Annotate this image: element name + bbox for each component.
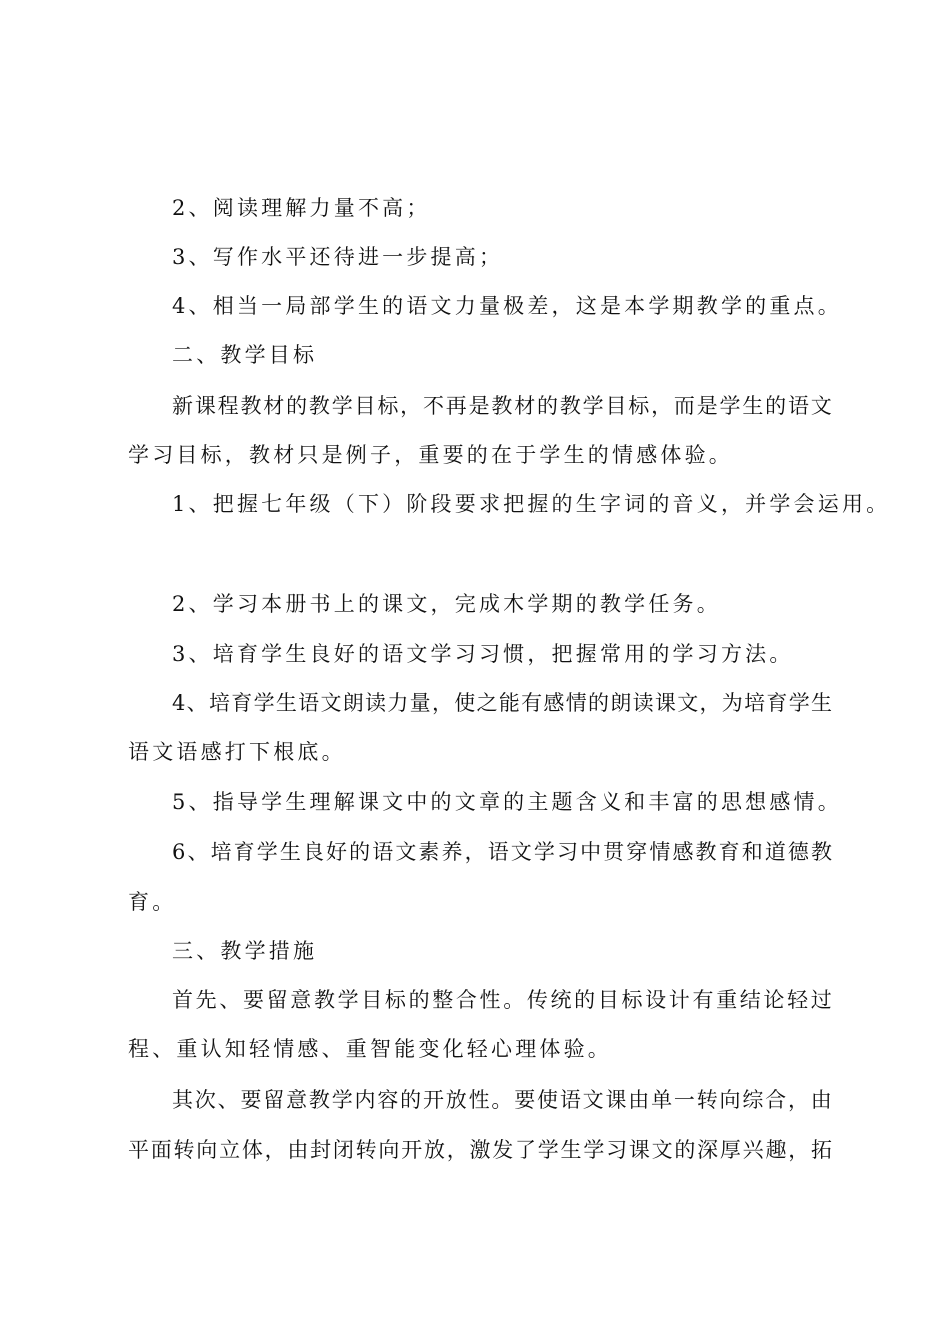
section-heading: 二、教学目标	[172, 343, 318, 367]
paragraph-line: 语文语感打下根底。	[128, 740, 346, 764]
paragraph-line: 4、相当一局部学生的语文力量极差，这是本学期教学的重点。	[172, 294, 842, 318]
paragraph-line: 2、阅读理解力量不高；	[172, 196, 431, 220]
paragraph-line: 程、重认知轻情感、重智能变化轻心理体验。	[128, 1037, 612, 1061]
paragraph-line: 平 面 转 向 立 体 ， 由 封 闭 转 向 开 放 ， 激 发 了 学 生 学 习 课 文 的 深 厚 兴 趣 ， 拓	[128, 1138, 832, 1162]
paragraph-line: 3、培育学生良好的语文学习习惯，把握常用的学习方法。	[172, 642, 794, 666]
paragraph-line: 2、学习本册书上的课文，完成木学期的教学任务。	[172, 592, 721, 616]
paragraph-line: 其 次 、 要 留 意 教 学 内 容 的 开 放 性 。 要 使 语 文 课 由 单 一 转 向 综 合 ， 由	[172, 1088, 832, 1112]
paragraph-line: 6 、 培 育 学 生 良 好 的 语 文 素 养 ， 语 文 学 习 中 贯 穿 情 感 教 育 和 道 德 教	[172, 840, 832, 864]
section-heading: 三、教学措施	[172, 939, 318, 963]
paragraph-line: 育。	[128, 890, 177, 914]
paragraph-line: 新 课 程 教 材 的 教 学 目 标 ， 不 再 是 教 材 的 教 学 目 标 ， 而 是 学 生 的 语 文	[172, 394, 832, 418]
paragraph-line: 1、把握七年级（下）阶段要求把握的生字词的音义，并学会运用。	[172, 492, 891, 516]
paragraph-line: 学习目标，教材只是例子，重要的在于学生的情感体验。	[128, 443, 733, 467]
paragraph-line: 4 、 培 育 学 生 语 文 朗 读 力 量 ， 使 之 能 有 感 情 的 朗 读 课 文 ， 为 培 育 学 生	[172, 691, 832, 715]
paragraph-line: 首 先 、 要 留 意 教 学 目 标 的 整 合 性 。 传 统 的 目 标 设 计 有 重 结 论 轻 过	[172, 988, 832, 1012]
paragraph-line: 3、写作水平还待进一步提高；	[172, 245, 504, 269]
paragraph-line: 5、指导学生理解课文中的文章的主题含义和丰富的思想感情。	[172, 790, 842, 814]
